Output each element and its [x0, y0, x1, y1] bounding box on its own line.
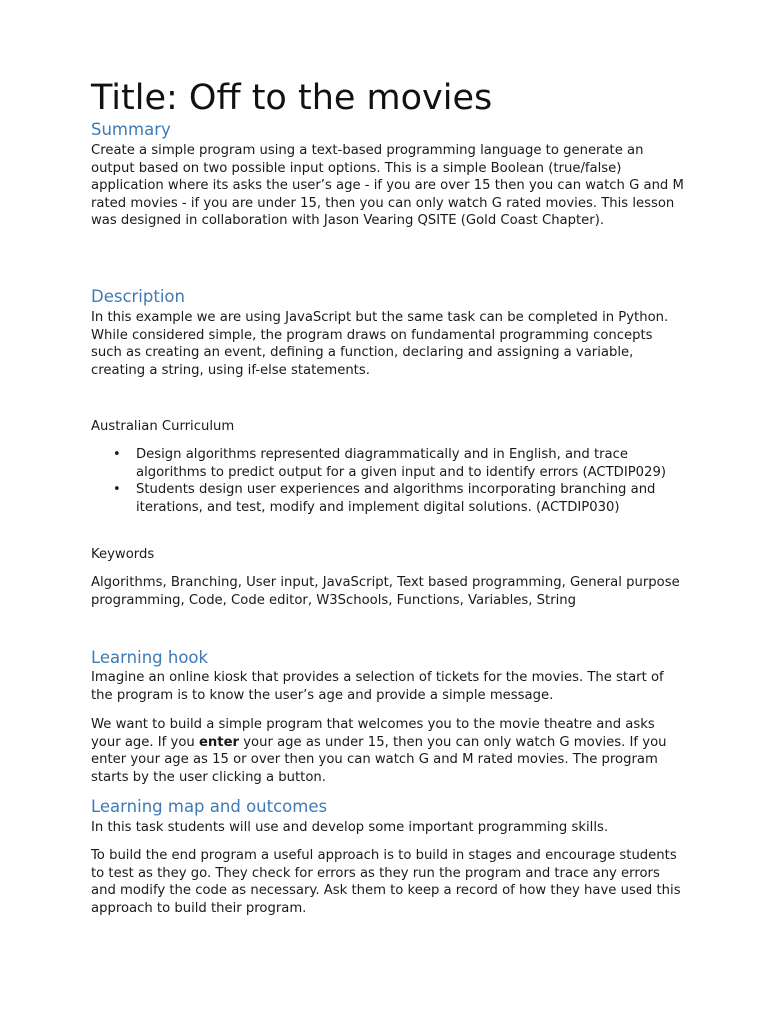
- hook-text-before: We want to build a simple program that welcomes you to the movie theatre and asks your age. If you: [91, 717, 655, 750]
- summary-text: Create a simple program using a text-based programming language to generate an output based on two possible input options. This is a simple Boolean (true/false) application where its asks the user’s age - if you are over 15 then you can watch G and M rated movies - if you are under 15, then you can only watch G rated movies. This lesson was designed in collaboration with Jason Vearing QSITE (Gold Coast Chapter).: [91, 143, 684, 229]
- keywords-text: Algorithms, Branching, User input, JavaScript, Text based programming, General purpose programming, Code, Code editor, W3Schools, Functions, Variables, String: [91, 575, 680, 608]
- description-text: In this example we are using JavaScript but the same task can be completed in Python. While considered simple, the program draws on fundamental programming concepts such as creating an event, defining a function, declaring and assigning a variable, creating a string, using if-else statements.: [91, 310, 669, 378]
- keywords-label: Keywords: [91, 547, 155, 562]
- learning-hook-text-1: Imagine an online kiosk that provides a selection of tickets for the movies. The start of the program is to know the user’s age and provide a simple message.: [91, 670, 664, 703]
- hook-text-after: your age as under 15, then you can only watch G movies. If you enter your age as 15 or over then you can watch G and M rated movies. The program starts by the user clicking a button.: [91, 734, 667, 785]
- curriculum-label: Australian Curriculum: [91, 419, 235, 434]
- learning-hook-heading: Learning hook: [91, 648, 209, 667]
- curriculum-item-text: Students design user experiences and algorithms incorporating branching and iterations, and test, modify and implement digital solutions. (ACTDIP030): [136, 482, 656, 515]
- description-heading: Description: [91, 287, 185, 306]
- hook-bold-word: enter: [198, 734, 240, 750]
- outcomes-text-1: In this task students will use and develop some important programming skills.: [91, 820, 609, 835]
- page-title: Title: Off to the movies: [91, 78, 493, 118]
- bullet-icon: •: [113, 482, 121, 498]
- bullet-icon: •: [113, 447, 121, 462]
- list-item: [91, 446, 685, 481]
- outcomes-text-2: To build the end program a useful approach is to build in stages and encourage students to test as they go. They check for errors as they run the program and trace any errors and modify the code as necessary. Ask them to keep a record of how they have used this approach to build their program.: [91, 848, 681, 916]
- outcomes-heading: Learning map and outcomes: [91, 797, 328, 816]
- learning-hook-text-2: [91, 716, 685, 786]
- curriculum-item-text: Design algorithms represented diagrammatically and in English, and trace algorithms to predict output for a given input and to identify errors (ACTDIP029): [136, 447, 666, 480]
- curriculum-list: [91, 446, 685, 516]
- summary-heading: Summary: [91, 120, 171, 139]
- list-item: [91, 481, 685, 516]
